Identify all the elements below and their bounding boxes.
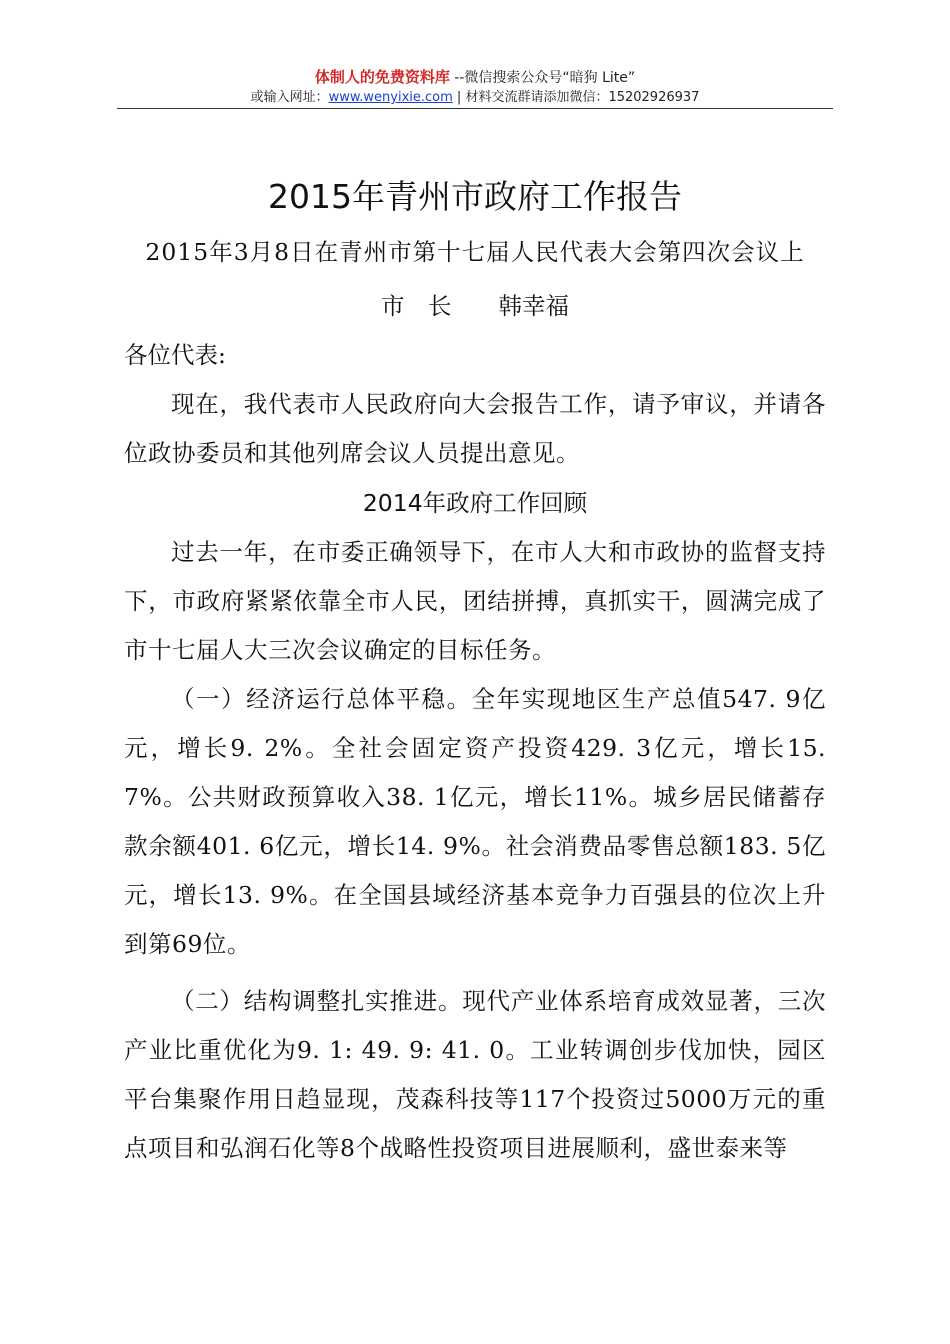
document-subtitle: 2015年3月8日在青州市第十七届人民代表大会第四次会议上 <box>145 238 805 266</box>
header-contact: | 材料交流群请添加微信：15202926937 <box>452 90 700 105</box>
paragraph: 过去一年，在市委正确领导下，在市人大和市政协的监督支持下，市政府紧紧依靠全市人民，团结拼搏，真抓实干，圆满完成了市十七届人大三次会议确定的目标任务。 <box>124 538 826 664</box>
header-line-2 <box>0 89 950 107</box>
page-header <box>0 66 950 107</box>
speaker-line: 市 长 韩幸福 <box>381 292 569 320</box>
header-divider <box>117 108 833 109</box>
header-url-link[interactable]: www.wenyixie.com <box>328 90 453 105</box>
paragraph: （二）结构调整扎实推进。现代产业体系培育成效显著，三次产业比重优化为9. 1: 49. 9: 41. 0。工业转调创步伐加快，园区平台集聚作用日趋显现，茂森科技等117个投资过5000万元的重点项目和弘润石化等8个战略性投资项目进展顺利，盛世泰来等 <box>124 987 826 1162</box>
header-line-1 <box>0 66 950 89</box>
header-tagline: --微信搜索公众号“暗狗 Lite” <box>449 70 636 86</box>
header-brand: 体制人的免费资料库 <box>314 68 450 86</box>
section-heading: 2014年政府工作回顾 <box>362 489 588 517</box>
salutation: 各位代表: <box>124 341 226 369</box>
intro-paragraph: 现在，我代表市人民政府向大会报告工作，请予审议，并请各位政协委员和其他列席会议人员提出意见。 <box>124 390 826 467</box>
document-title: 2015年青州市政府工作报告 <box>268 177 682 216</box>
document-body <box>124 170 826 1173</box>
paragraph: （一）经济运行总体平稳。全年实现地区生产总值547. 9亿元，增长9. 2%。全社会固定资产投资429. 3亿元，增长15. 7%。公共财政预算收入38. 1亿元，增长11%。城乡居民储蓄存款余额401. 6亿元，增长14. 9%。社会消费品零售总额183. 5亿元，增长13. 9%。在全国县域经济基本竞争力百强县的位次上升到第69位。 <box>124 685 826 958</box>
header-url-prefix: 或输入网址： <box>250 90 329 105</box>
paragraph-gap <box>124 969 826 977</box>
